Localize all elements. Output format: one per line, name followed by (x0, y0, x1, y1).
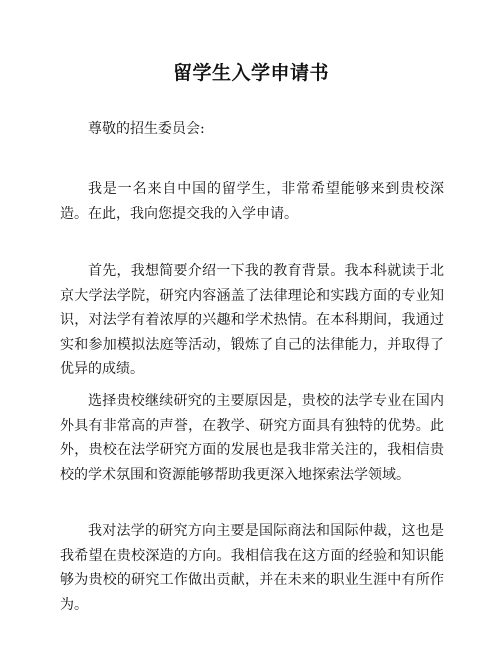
paragraph-intro: 我是一名来自中国的留学生，非常希望能够来到贵校深造。在此，我向您提交我的入学申请。 (60, 181, 444, 222)
document-title: 留学生入学申请书 (172, 62, 329, 84)
paragraph-research-direction: 我对法学的研究方向主要是国际商法和国际仲裁，这也是我希望在贵校深造的方向。我相信我在这方面的经验和知识能够为贵校的研究工作做出贡献，并在未来的职业生涯中有所作为。 (60, 523, 444, 613)
paragraph-reasons: 选择贵校继续研究的主要原因是，贵校的法学专业在国内外具有非常高的声誉，在教学、研究方面具有独特的优势。此外，贵校在法学研究方面的发展也是我非常关注的，我相信贵校的学术氛围和资源能够帮助我更深入地探索法学领域。 (60, 393, 444, 483)
paragraph-education: 首先，我想简要介绍一下我的教育背景。我本科就读于北京大学法学院，研究内容涵盖了法律理论和实践方面的专业知识，对法学有着浓厚的兴趣和学术热情。在本科期间，我通过实和参加模拟法庭等活动，锻炼了自己的法律能力，并取得了优异的成绩。 (60, 263, 444, 377)
salutation: 尊敬的招生委员会: (88, 121, 205, 137)
